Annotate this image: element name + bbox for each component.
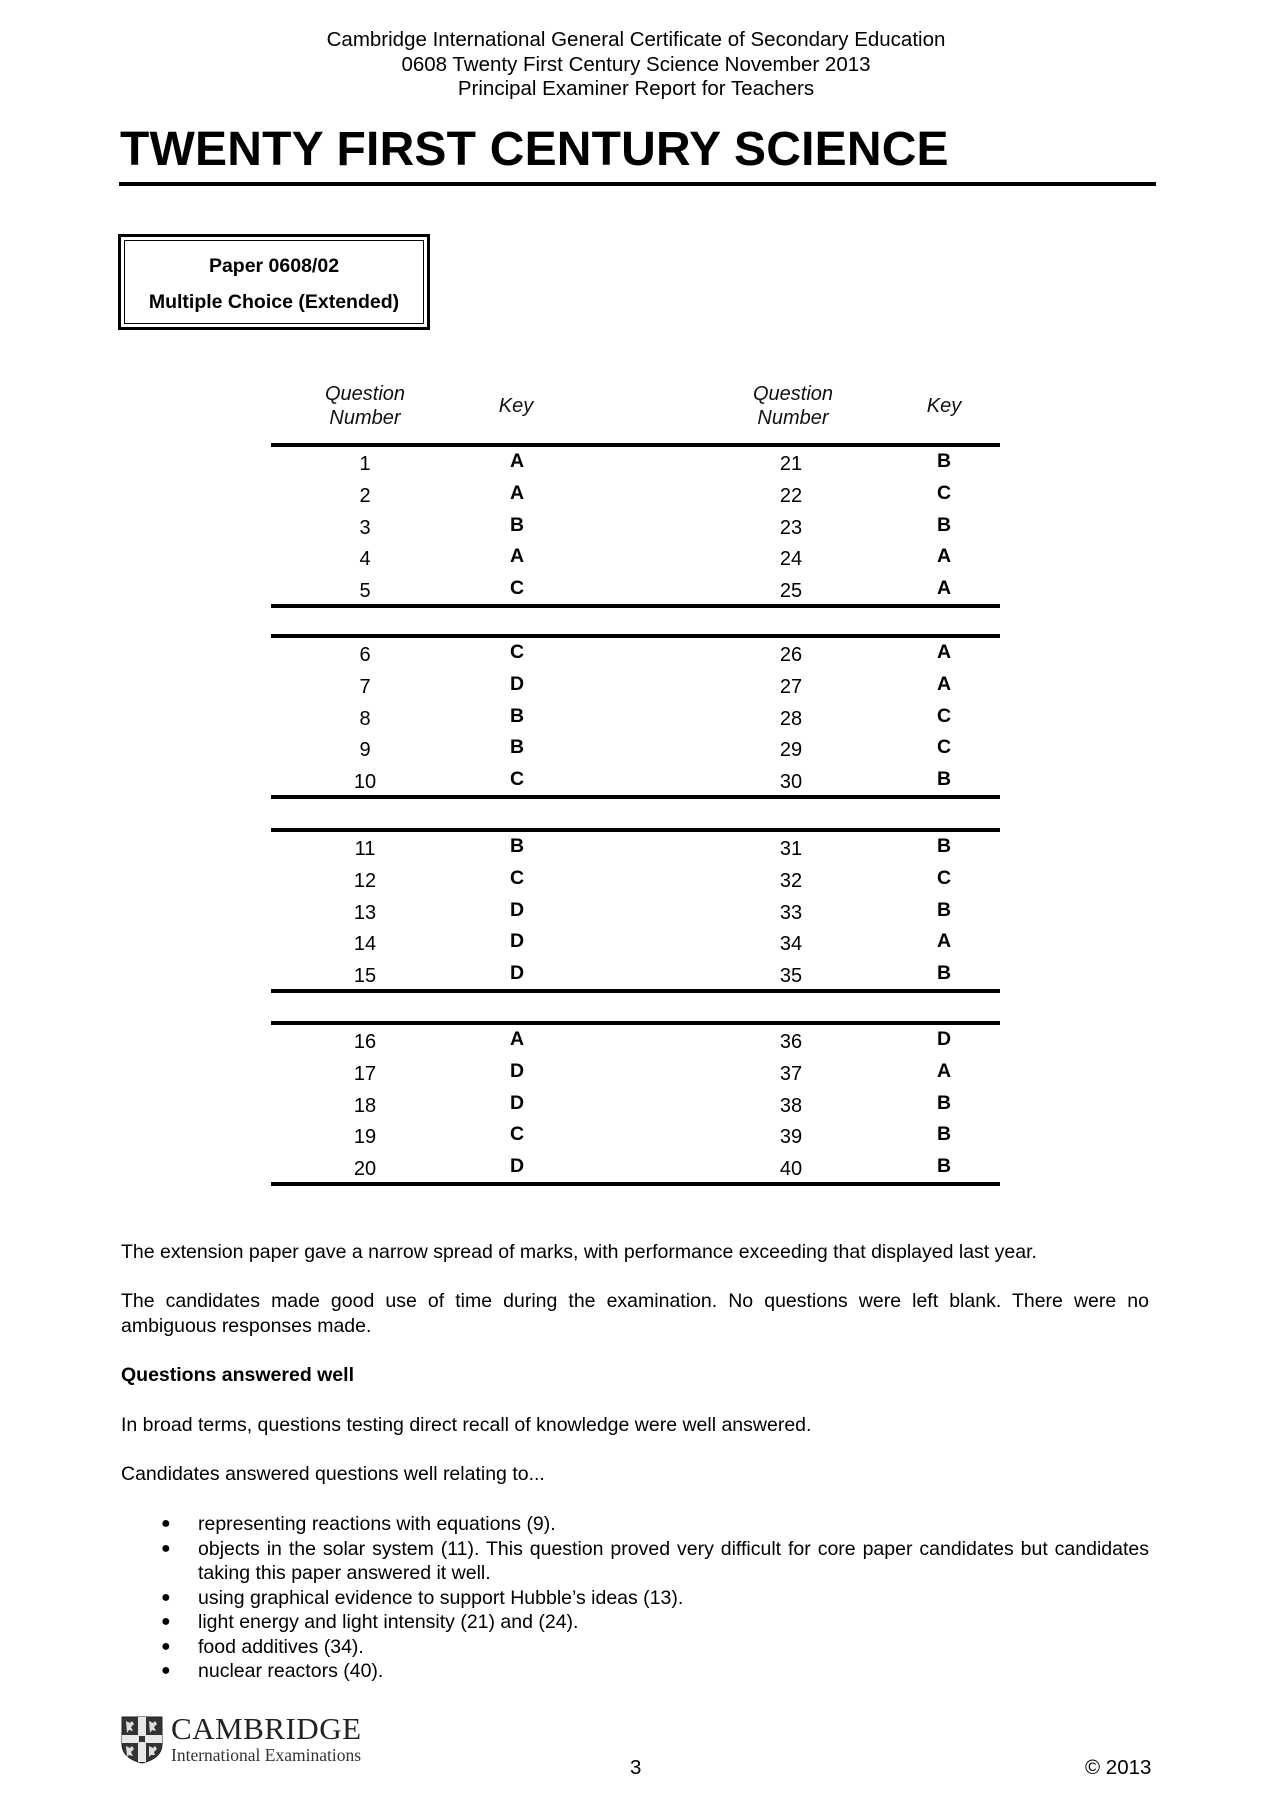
answered-well-list — [121, 1512, 1149, 1684]
column-header-question-number — [713, 382, 873, 430]
header-word-number: Number — [329, 407, 401, 429]
list-item-text: nuclear reactors (40). — [198, 1660, 384, 1682]
list-item — [121, 1537, 1149, 1586]
logo-subtitle: International Examinations — [171, 1745, 362, 1765]
header-line-1: Cambridge International General Certificate of Secondary Education — [326, 28, 946, 51]
university-crest-icon — [121, 1716, 163, 1764]
question-number: 5 — [359, 580, 371, 603]
answer-key: C — [936, 481, 952, 504]
logo-wordmark: CAMBRIDGE — [171, 1711, 362, 1746]
paragraph-overview: The extension paper gave a narrow spread of marks, with performance exceeding that displayed last year. — [121, 1241, 1037, 1263]
answer-key: B — [509, 513, 525, 536]
question-number: 28 — [779, 707, 803, 730]
list-item-text: food additives (34). — [198, 1635, 364, 1658]
paper-type: Multiple Choice (Extended) — [148, 291, 400, 313]
answer-key: D — [509, 672, 525, 695]
answer-key: B — [936, 1123, 952, 1146]
question-number: 35 — [779, 965, 803, 988]
paragraph-recall: In broad terms, questions testing direct recall of knowledge were well answered. — [121, 1414, 812, 1436]
question-number: 13 — [353, 901, 377, 924]
question-number: 7 — [359, 675, 371, 698]
answer-key: A — [936, 545, 952, 568]
answer-key: D — [936, 1028, 952, 1050]
question-number: 32 — [779, 869, 803, 892]
question-number: 21 — [779, 453, 803, 475]
list-item-text: objects in the solar system (11). This question proved very difficult for core paper candidates but candidates taking this paper answered it well. — [198, 1537, 1149, 1584]
answer-key: B — [936, 513, 952, 536]
bullet-icon: ● — [161, 1662, 171, 1679]
header-word-number: Number — [757, 407, 829, 429]
question-number: 25 — [779, 580, 803, 603]
list-item-text: representing reactions with equations (9). — [198, 1513, 556, 1535]
list-item — [121, 1610, 1149, 1635]
answer-key: A — [936, 1059, 952, 1082]
question-number: 11 — [354, 838, 376, 860]
answer-key: A — [509, 450, 525, 472]
answer-key: B — [509, 736, 525, 759]
copyright: © 2013 — [1085, 1756, 1152, 1779]
question-number: 3 — [359, 516, 371, 539]
paper-info-box — [118, 234, 430, 330]
list-item — [121, 1512, 1149, 1537]
paper-info-inner-border — [124, 240, 424, 324]
question-number: 31 — [779, 838, 803, 860]
question-number: 8 — [359, 707, 371, 730]
bullet-icon: ● — [161, 1613, 171, 1630]
group-top-rule — [271, 828, 1000, 832]
answer-key: A — [936, 577, 952, 600]
question-number: 39 — [779, 1126, 803, 1149]
list-item — [121, 1586, 1149, 1611]
answer-key: A — [509, 1028, 525, 1050]
question-number: 2 — [359, 484, 371, 507]
answer-key: A — [509, 481, 525, 504]
document-header — [0, 28, 1272, 102]
question-number: 20 — [353, 1158, 377, 1181]
column-header-key: Key — [498, 395, 534, 417]
paper-code: Paper 0608/02 — [208, 255, 340, 277]
question-number: 23 — [779, 516, 803, 539]
question-number: 40 — [779, 1158, 803, 1181]
answer-key: A — [509, 545, 525, 568]
list-item — [121, 1659, 1149, 1684]
answer-key: B — [509, 704, 525, 727]
answer-key: C — [509, 641, 525, 663]
question-number: 37 — [779, 1062, 803, 1085]
question-number: 15 — [353, 965, 377, 988]
cambridge-logo — [121, 1711, 381, 1768]
header-line-3: Principal Examiner Report for Teachers — [457, 77, 815, 100]
answer-key: B — [936, 450, 952, 472]
bullet-icon: ● — [161, 1588, 171, 1606]
question-number: 19 — [353, 1126, 377, 1149]
question-number: 6 — [359, 644, 371, 666]
list-item — [121, 1635, 1149, 1660]
answer-key: B — [936, 898, 952, 921]
answer-key: C — [509, 577, 525, 600]
question-number: 29 — [779, 739, 803, 762]
question-number: 4 — [359, 548, 371, 571]
paragraph-relating-to: Candidates answered questions well relating to... — [121, 1463, 545, 1485]
question-number: 30 — [779, 771, 803, 794]
answer-key: D — [509, 930, 525, 953]
group-top-rule — [271, 443, 1000, 447]
list-item-text: light energy and light intensity (21) and (24). — [198, 1611, 579, 1633]
answer-key: A — [936, 641, 952, 663]
answer-key: B — [936, 768, 952, 791]
answer-key: C — [936, 704, 952, 727]
answer-key: B — [936, 962, 952, 985]
question-number: 38 — [779, 1094, 803, 1117]
answer-key: C — [936, 736, 952, 759]
answer-key: B — [936, 835, 952, 857]
answer-key: A — [936, 672, 952, 695]
answer-key: B — [936, 1155, 952, 1178]
question-number: 24 — [779, 548, 803, 571]
question-number: 34 — [779, 933, 803, 956]
question-number: 36 — [779, 1031, 803, 1053]
answer-key: A — [936, 930, 952, 953]
question-number: 18 — [353, 1094, 377, 1117]
question-number: 10 — [353, 771, 377, 794]
question-number: 26 — [779, 644, 803, 666]
answer-key: B — [936, 1091, 952, 1114]
group-top-rule — [271, 1021, 1000, 1025]
answer-key: D — [509, 1059, 525, 1082]
question-number: 16 — [353, 1031, 377, 1053]
bullet-icon: ● — [161, 1515, 171, 1532]
question-number: 27 — [779, 675, 803, 698]
question-number: 9 — [359, 739, 371, 762]
answer-key: C — [509, 768, 525, 791]
question-number: 33 — [779, 901, 803, 924]
list-item-text: using graphical evidence to support Hubble’s ideas (13). — [198, 1586, 684, 1609]
bullet-icon: ● — [161, 1539, 171, 1557]
answer-key: C — [509, 866, 525, 889]
page-title: TWENTY FIRST CENTURY SCIENCE — [120, 123, 949, 176]
answer-key: C — [509, 1123, 525, 1146]
answer-key: B — [509, 835, 525, 857]
header-word-question: Question — [324, 383, 406, 405]
section-heading-answered-well: Questions answered well — [121, 1364, 354, 1386]
question-number: 22 — [779, 484, 803, 507]
header-word-question: Question — [752, 383, 834, 405]
column-header-key: Key — [926, 395, 962, 417]
answer-key: D — [509, 1155, 525, 1178]
question-number: 12 — [353, 869, 377, 892]
question-number: 17 — [353, 1062, 377, 1085]
answer-key: D — [509, 962, 525, 985]
bullet-icon: ● — [161, 1637, 171, 1655]
header-line-2: 0608 Twenty First Century Science November 2013 — [401, 52, 871, 76]
group-top-rule — [271, 634, 1000, 638]
question-number: 1 — [359, 453, 371, 475]
answer-key: D — [509, 1091, 525, 1114]
column-header-question-number — [271, 382, 459, 430]
page-number: 3 — [630, 1756, 642, 1779]
paragraph-timing: The candidates made good use of time during the examination. No questions were left blank. There were no ambiguous responses made. — [121, 1290, 1149, 1337]
answer-key: C — [936, 866, 952, 889]
answer-key: D — [509, 898, 525, 921]
title-underline — [119, 182, 1156, 186]
question-number: 14 — [353, 933, 377, 956]
